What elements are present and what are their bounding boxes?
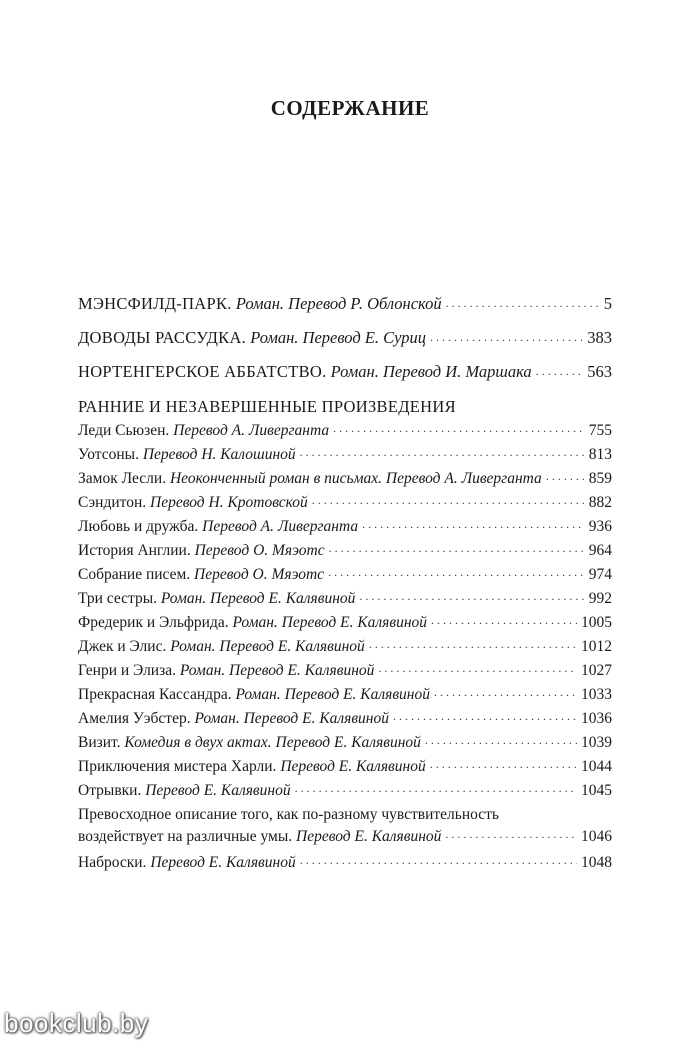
toc-entry-title: История Англии. xyxy=(78,542,191,559)
toc-entry[interactable] xyxy=(78,468,612,492)
toc-page-number: 5 xyxy=(603,294,612,313)
toc-entry[interactable] xyxy=(78,780,612,804)
toc-page-number: 882 xyxy=(588,494,612,511)
dot-leader xyxy=(425,733,577,747)
toc-page-number: 1012 xyxy=(581,638,612,655)
toc-entry[interactable] xyxy=(78,564,612,588)
toc-entry-note: Перевод Н. Кротовской xyxy=(150,494,308,511)
toc-entry-note: Комедия в двух актах. Перевод Е. Калявиной xyxy=(124,734,421,751)
toc-page-number: 813 xyxy=(588,446,612,463)
dot-leader xyxy=(546,469,585,483)
toc-entry[interactable] xyxy=(78,636,612,660)
watermark-logo: bookclub.by xyxy=(4,1008,149,1038)
toc-page-number: 992 xyxy=(588,590,612,607)
toc-page-number: 964 xyxy=(588,542,612,559)
dot-leader xyxy=(328,565,585,579)
toc-entry-note: Роман. Перевод И. Маршака xyxy=(330,362,532,381)
toc-entry-title: Любовь и дружба. xyxy=(78,518,199,535)
toc-entry-note: Роман. Перевод Е. Калявиной xyxy=(170,638,365,655)
toc-entry-title: Амелия Уэбстер. xyxy=(78,710,191,727)
toc-entry[interactable] xyxy=(78,588,612,612)
dot-leader xyxy=(359,589,584,603)
toc-entry-list xyxy=(78,420,612,804)
toc-entry-title: Фредерик и Эльфрида. xyxy=(78,614,229,631)
dot-leader xyxy=(430,329,583,343)
table-of-contents xyxy=(78,292,612,876)
dot-leader xyxy=(378,661,577,675)
toc-entry-northanger-abbey[interactable] xyxy=(78,360,612,394)
dot-leader xyxy=(300,853,577,867)
toc-entry-title: ДОВОДЫ РАССУДКА. xyxy=(78,328,247,347)
toc-page-number: 936 xyxy=(588,518,612,535)
toc-entry-persuasion[interactable] xyxy=(78,326,612,360)
toc-page-number: 755 xyxy=(588,422,612,439)
toc-entry-title: Прекрасная Кассандра. xyxy=(78,686,232,703)
toc-entry-note: Роман. Перевод Е. Калявиной xyxy=(235,686,430,703)
toc-entry-title-line2: воздействует на различные умы. xyxy=(78,828,293,845)
toc-entry-title: Уотсоны. xyxy=(78,446,139,463)
toc-entry[interactable] xyxy=(78,444,612,468)
toc-entry-excellent-description[interactable] xyxy=(78,804,612,852)
toc-entry-note: Роман. Перевод Е. Калявиной xyxy=(232,614,428,631)
toc-entry-note: Перевод А. Ливерганта xyxy=(202,518,359,535)
toc-entry-title: Три сестры. xyxy=(78,590,158,607)
toc-page-number: 563 xyxy=(587,362,612,381)
dot-leader xyxy=(434,685,577,699)
toc-entry-mansfield-park[interactable] xyxy=(78,292,612,326)
dot-leader xyxy=(445,827,577,841)
toc-entry[interactable] xyxy=(78,516,612,540)
dot-leader xyxy=(362,517,585,531)
toc-entry-note: Роман. Перевод Е. Калявиной xyxy=(160,590,356,607)
toc-page-number: 1044 xyxy=(581,758,612,775)
toc-entry[interactable] xyxy=(78,684,612,708)
toc-page-number: 1033 xyxy=(581,686,612,703)
dot-leader xyxy=(329,541,585,555)
dot-leader xyxy=(536,363,584,377)
toc-entry-title: Леди Сьюзен. xyxy=(78,422,170,439)
toc-entry-title-line1: Превосходное описание того, как по-разному чувствительность xyxy=(78,806,499,823)
toc-page-number: 1048 xyxy=(581,854,612,871)
toc-entry[interactable] xyxy=(78,492,612,516)
toc-entry-note: Роман. Перевод Е. Суриц xyxy=(250,328,427,347)
toc-entry-title: Приключения мистера Харли. xyxy=(78,758,277,775)
toc-entry[interactable] xyxy=(78,660,612,684)
toc-entry-title: Наброски. xyxy=(78,854,147,871)
toc-page-number: 1005 xyxy=(581,614,612,631)
toc-entry-note: Перевод Е. Калявиной xyxy=(280,758,426,775)
dot-leader xyxy=(446,295,600,309)
dot-leader xyxy=(393,709,577,723)
toc-entry-title: НОРТЕНГЕРСКОЕ АББАТСТВО. xyxy=(78,362,327,381)
toc-entry[interactable] xyxy=(78,420,612,444)
toc-page-number: 1039 xyxy=(581,734,612,751)
toc-entry-title: Отрывки. xyxy=(78,782,142,799)
dot-leader xyxy=(295,781,577,795)
toc-entry-title: МЭНСФИЛД-ПАРК. xyxy=(78,294,232,313)
toc-entry-note: Перевод Е. Калявиной xyxy=(150,854,296,871)
toc-entry-note: Роман. Перевод Е. Калявиной xyxy=(179,662,375,679)
toc-page-number: 859 xyxy=(588,470,612,487)
dot-leader xyxy=(431,613,577,627)
dot-leader xyxy=(369,637,577,651)
dot-leader xyxy=(333,421,585,435)
toc-page-number: 1045 xyxy=(581,782,612,799)
toc-entry-title: Сэндитон. xyxy=(78,494,147,511)
page-title: СОДЕРЖАНИЕ xyxy=(270,96,430,120)
toc-page-number: 383 xyxy=(587,328,612,347)
toc-entry-note: Перевод Е. Калявиной xyxy=(145,782,291,799)
toc-entry-title: Генри и Элиза. xyxy=(78,662,176,679)
toc-entry[interactable] xyxy=(78,732,612,756)
toc-entry-note: Роман. Перевод Е. Калявиной xyxy=(194,710,389,727)
dot-leader xyxy=(300,445,585,459)
dot-leader xyxy=(430,757,577,771)
toc-page-number: 1036 xyxy=(581,710,612,727)
toc-entry-note: Перевод О. Мяэотс xyxy=(194,566,325,583)
toc-page-number: 1046 xyxy=(581,828,612,845)
toc-entry-title: Визит. xyxy=(78,734,121,751)
toc-entry-note: Перевод Е. Калявиной xyxy=(296,828,442,845)
toc-entry[interactable] xyxy=(78,612,612,636)
toc-entry-note: Перевод А. Ливерганта xyxy=(173,422,330,439)
dot-leader xyxy=(312,493,585,507)
toc-entry-note: Перевод Н. Калошиной xyxy=(142,446,296,463)
toc-entry-note: Неоконченный роман в письмах. Перевод А. Ливерганта xyxy=(169,470,542,487)
toc-entry-title: Джек и Элис. xyxy=(78,638,167,655)
toc-entry[interactable] xyxy=(78,540,612,564)
toc-entry-title: Замок Лесли. xyxy=(78,470,167,487)
section-heading: РАННИЕ И НЕЗАВЕРШЕННЫЕ ПРОИЗВЕДЕНИЯ xyxy=(78,397,456,416)
toc-page-number: 974 xyxy=(588,566,612,583)
toc-entry-note: Перевод О. Мяэотс xyxy=(194,542,325,559)
toc-entry[interactable] xyxy=(78,756,612,780)
toc-entry-title: Собрание писем. xyxy=(78,566,191,583)
toc-entry-sketches[interactable] xyxy=(78,852,612,876)
toc-entry-note: Роман. Перевод Р. Облонской xyxy=(235,294,442,313)
toc-entry[interactable] xyxy=(78,708,612,732)
toc-page-number: 1027 xyxy=(581,662,612,679)
